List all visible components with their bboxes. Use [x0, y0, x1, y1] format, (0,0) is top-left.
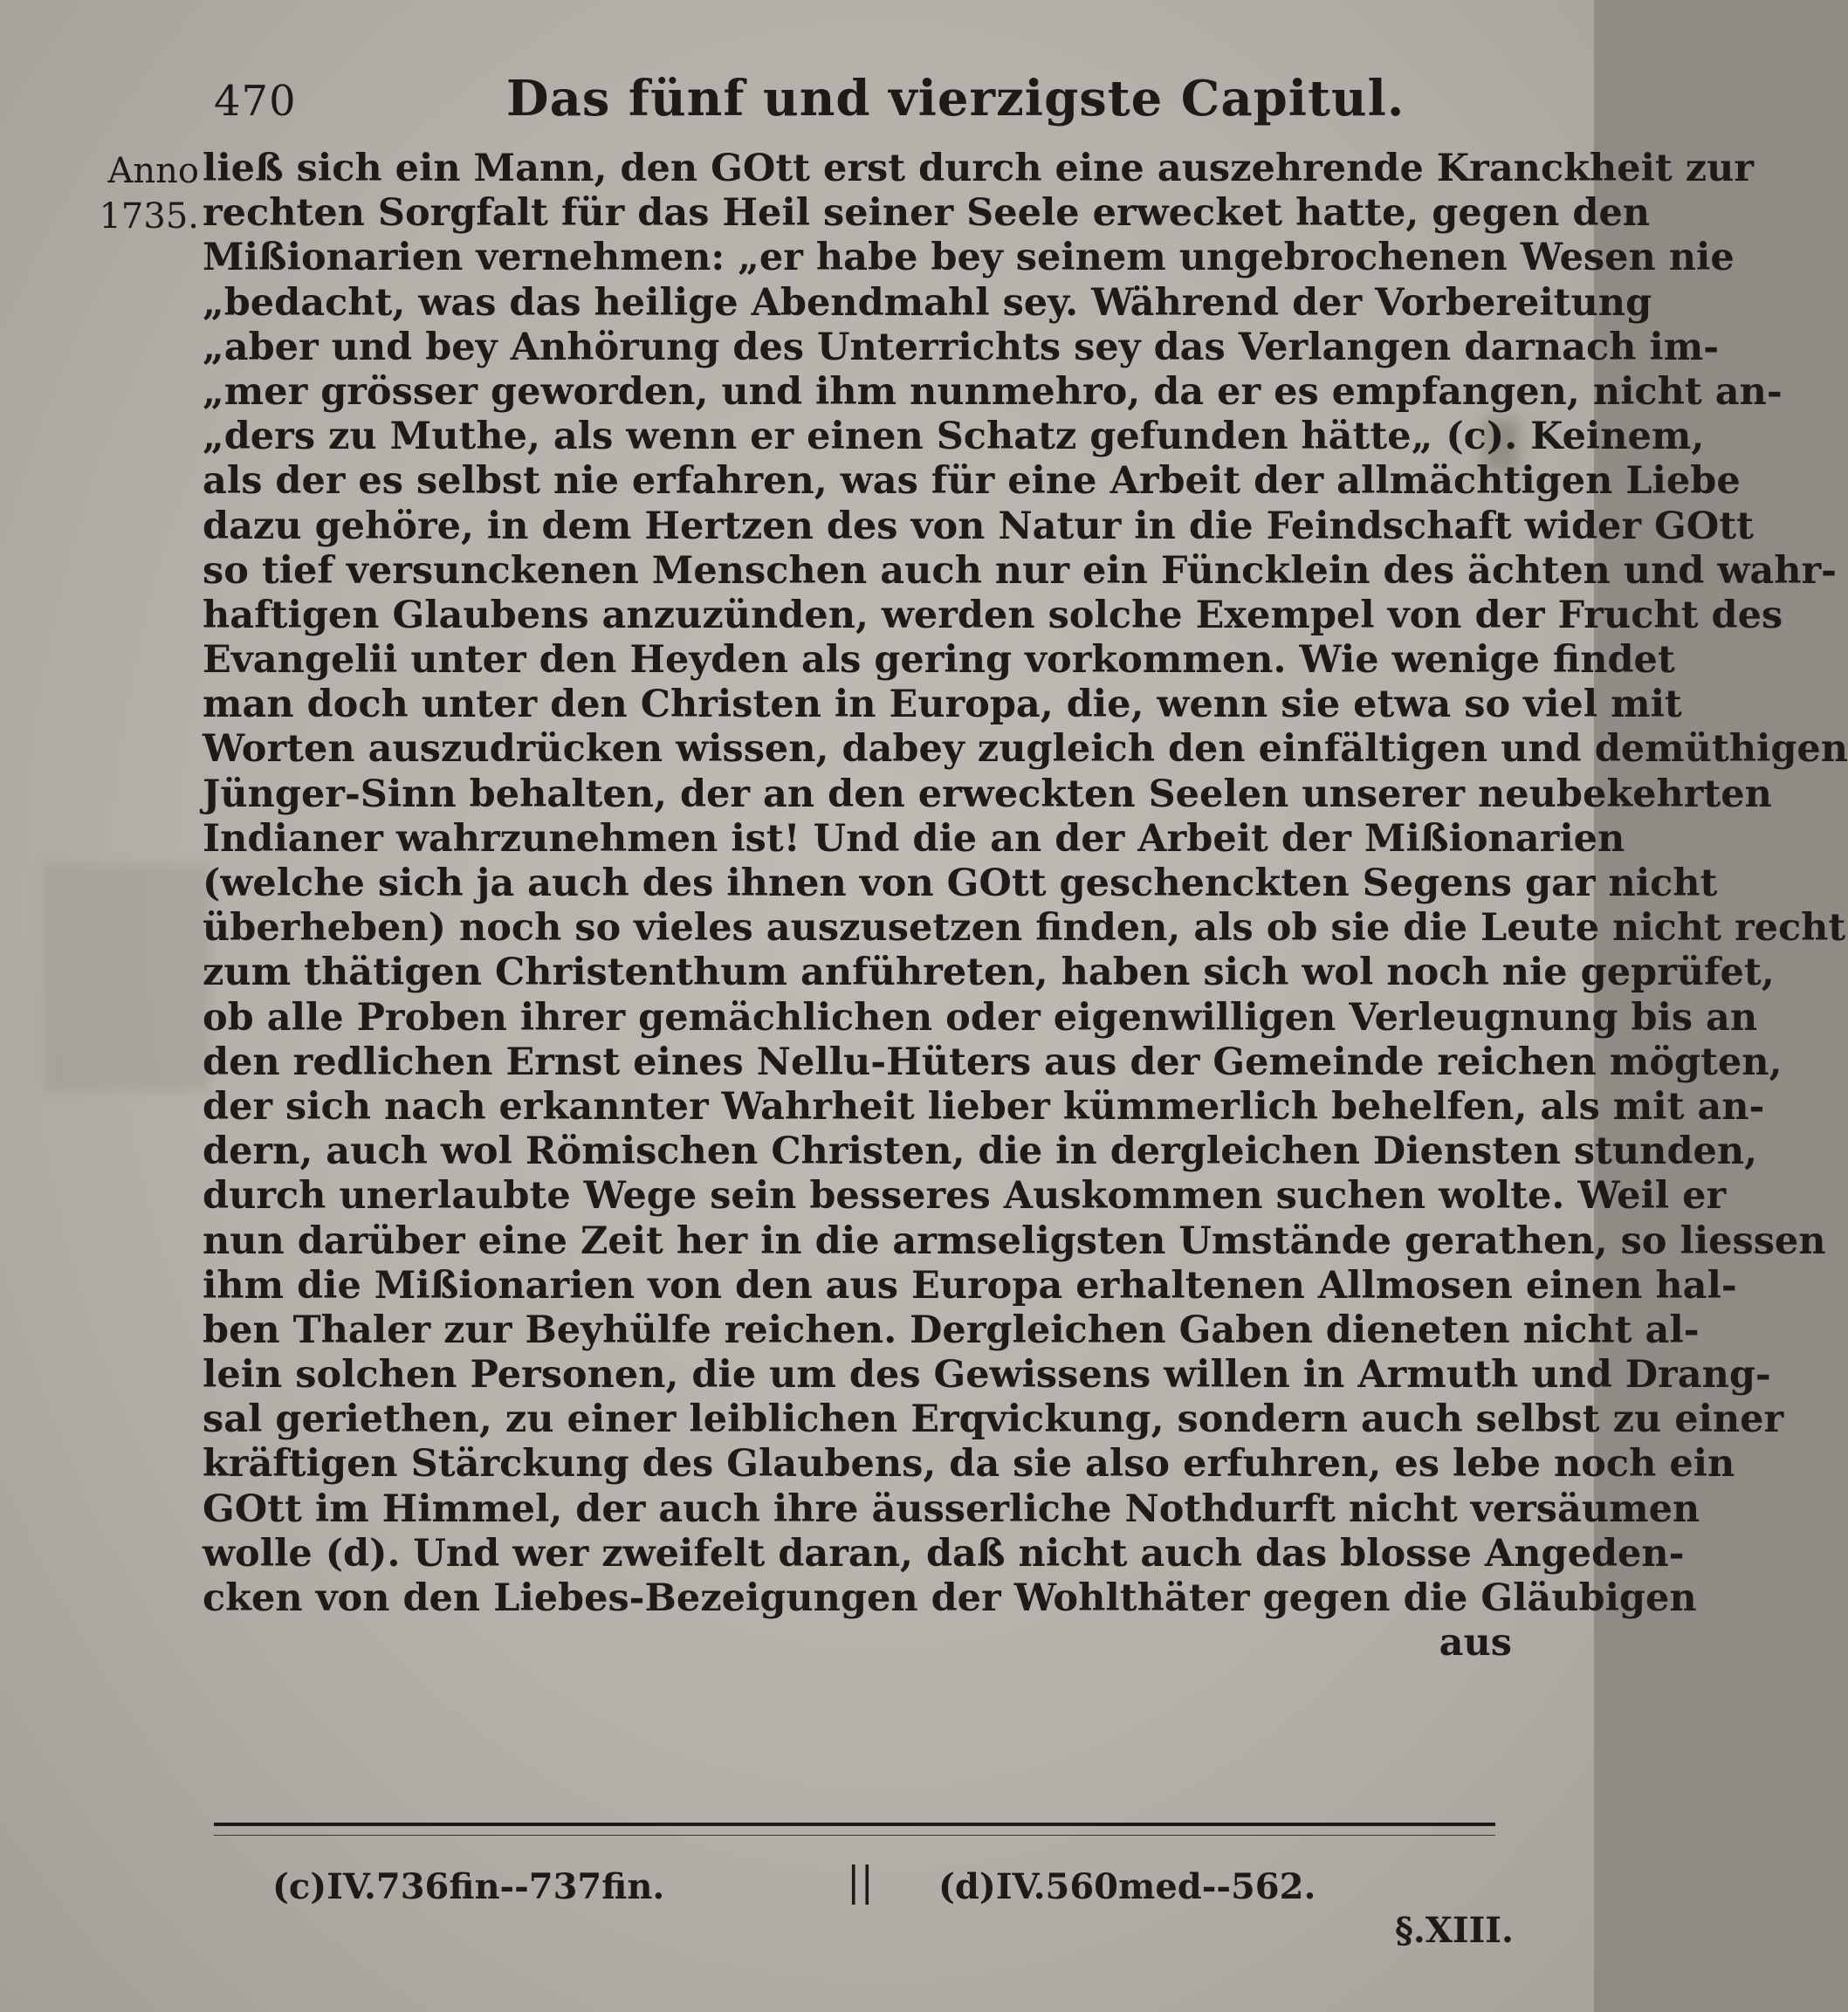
- text-line-catch: aus: [1439, 1621, 1512, 1665]
- show-through-shadow: [44, 864, 210, 1091]
- text-line: cken von den Liebes-Bezeigungen der Wohlthäter gegen die Gläubigen: [203, 1576, 1697, 1620]
- text-line: Indianer wahrzunehmen ist! Und die an der Arbeit der Mißionarien: [203, 816, 1625, 861]
- text-line: als der es selbst nie erfahren, was für eine Arbeit der allmächtigen Liebe: [203, 459, 1741, 504]
- text-line: ob alle Proben ihrer gemächlichen oder eigenwilligen Verleugnung bis an: [203, 995, 1758, 1040]
- page-number: 470: [214, 77, 297, 126]
- text-line: „aber und bey Anhörung des Unterrichts sey das Verlangen darnach im-: [203, 325, 1720, 369]
- text-line: man doch unter den Christen in Europa, die, wenn sie etwa so viel mit: [203, 683, 1682, 727]
- body-text: [203, 147, 1848, 1665]
- footnote-rule: [214, 1823, 1495, 1826]
- margin-year-note: [68, 148, 199, 239]
- text-line: zum thätigen Christenthum anführeten, haben sich wol noch nie geprüfet,: [203, 951, 1775, 995]
- text-line: dazu gehöre, in dem Hertzen des von Natur in die Feindschaft wider GOtt: [203, 504, 1754, 548]
- text-line: „mer grösser geworden, und ihm nunmehro, da er es empfangen, nicht an-: [203, 369, 1783, 414]
- margin-year: 1735.: [99, 196, 199, 237]
- text-line: den redlichen Ernst eines Nellu-Hüters aus der Gemeinde reichen mögten,: [203, 1040, 1783, 1084]
- text-line: Evangelii unter den Heyden als gering vorkommen. Wie wenige findet: [203, 638, 1675, 683]
- text-line: sal geriethen, zu einer leiblichen Erqvickung, sondern auch selbst zu einer: [203, 1397, 1784, 1442]
- text-line: rechten Sorgfalt für das Heil seiner Seele erwecket hatte, gegen den: [203, 191, 1651, 236]
- footnote-separator: ||: [847, 1857, 874, 1905]
- footnote-c: (c)IV.736fin--737fin.: [272, 1866, 665, 1907]
- text-line: ben Thaler zur Beyhülfe reichen. Dergleichen Gaben dieneten nicht al-: [203, 1308, 1700, 1352]
- text-line: Mißionarien vernehmen: „er habe bey seinem ungebrochenen Wesen nie: [203, 236, 1735, 280]
- text-line: dern, auch wol Römischen Christen, die in dergleichen Diensten stunden,: [203, 1130, 1758, 1174]
- footnote-rule-thin: [214, 1835, 1495, 1836]
- text-line: lein solchen Personen, die um des Gewissens willen in Armuth und Drang-: [203, 1353, 1771, 1397]
- text-line: haftigen Glaubens anzuzünden, werden solche Exempel von der Frucht des: [203, 593, 1783, 637]
- text-line: „ders zu Muthe, als wenn er einen Schatz gefunden hätte„ (c). Keinem,: [203, 415, 1705, 459]
- margin-year-label: Anno: [107, 151, 199, 191]
- text-line: durch unerlaubte Wege sein besseres Auskommen suchen wolte. Weil er: [203, 1174, 1727, 1219]
- text-line: Jünger-Sinn behalten, der an den erweckten Seelen unserer neubekehrten: [203, 772, 1772, 816]
- text-line: „bedacht, was das heilige Abendmahl sey. Während der Vorbereitung: [203, 280, 1652, 325]
- text-line: der sich nach erkannter Wahrheit lieber kümmerlich behelfen, als mit an-: [203, 1084, 1765, 1129]
- text-line: (welche sich ja auch des ihnen von GOtt geschenckten Segens gar nicht: [203, 862, 1718, 905]
- text-line: wolle (d). Und wer zweifelt daran, daß nicht auch das blosse Angeden-: [203, 1531, 1685, 1576]
- text-line: kräftigen Stärckung des Glaubens, da sie also erfuhren, es lebe noch ein: [203, 1442, 1735, 1487]
- text-line: nun darüber eine Zeit her in die armseligsten Umstände gerathen, so liessen: [203, 1219, 1826, 1263]
- text-line: überheben) noch so vieles auszusetzen finden, als ob sie die Leute nicht recht: [203, 906, 1846, 951]
- text-line: ihm die Mißionarien von den aus Europa erhaltenen Allmosen einen hal-: [203, 1263, 1737, 1308]
- section-catchword: §.XIII.: [1395, 1910, 1514, 1951]
- footnote-d: (d)IV.560med--562.: [938, 1866, 1316, 1907]
- text-line: so tief versunckenen Menschen auch nur ein Füncklein des ächten und wahr-: [203, 548, 1837, 593]
- text-line: GOtt im Himmel, der auch ihre äusserliche Nothdurft nicht versäumen: [203, 1487, 1700, 1531]
- text-line: ließ sich ein Mann, den GOtt erst durch eine auszehrende Kranckheit zur: [203, 147, 1755, 190]
- text-line: Worten auszudrücken wissen, dabey zugleich den einfältigen und demüthigen: [203, 727, 1848, 772]
- running-head: Das fünf und vierzigste Capitul.: [506, 70, 1405, 127]
